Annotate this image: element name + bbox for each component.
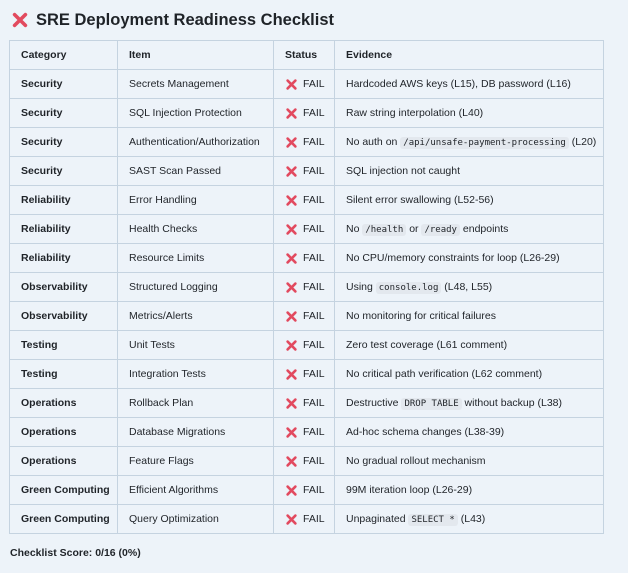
evidence-text: (L43) xyxy=(457,513,486,525)
cell-evidence xyxy=(335,157,604,186)
cross-mark-icon xyxy=(11,11,29,29)
status-badge xyxy=(285,397,334,410)
status-label: FAIL xyxy=(303,397,325,409)
header-category: Category xyxy=(10,41,118,70)
status-label: FAIL xyxy=(303,368,325,380)
cell-status xyxy=(274,128,335,157)
cell-item: Resource Limits xyxy=(118,244,274,273)
cell-evidence xyxy=(335,389,604,418)
table-row xyxy=(10,128,604,157)
header-item: Item xyxy=(118,41,274,70)
cell-evidence xyxy=(335,215,604,244)
title-row xyxy=(11,9,334,31)
cell-category: Security xyxy=(10,128,118,157)
cell-status xyxy=(274,302,335,331)
cell-item: Secrets Management xyxy=(118,70,274,99)
cell-evidence xyxy=(335,331,604,360)
cell-status xyxy=(274,244,335,273)
status-label: FAIL xyxy=(303,455,325,467)
status-badge xyxy=(285,281,334,294)
cell-status xyxy=(274,505,335,534)
cell-item: Integration Tests xyxy=(118,360,274,389)
status-badge xyxy=(285,455,334,468)
code-snippet: SELECT * xyxy=(408,514,457,526)
evidence-text: without backup (L38) xyxy=(461,397,563,409)
status-badge xyxy=(285,513,334,526)
cell-item: Authentication/Authorization xyxy=(118,128,274,157)
code-snippet: /ready xyxy=(421,224,460,236)
table-row xyxy=(10,244,604,273)
evidence-text: 99M iteration loop (L26-29) xyxy=(346,484,473,496)
cell-status xyxy=(274,70,335,99)
evidence-text: SQL injection not caught xyxy=(346,165,461,177)
cell-evidence xyxy=(335,505,604,534)
status-label: FAIL xyxy=(303,281,325,293)
evidence-text: (L48, L55) xyxy=(441,281,493,293)
checklist-table xyxy=(9,40,604,534)
cross-mark-icon xyxy=(285,252,298,265)
cell-item: Metrics/Alerts xyxy=(118,302,274,331)
status-label: FAIL xyxy=(303,484,325,496)
cell-category: Reliability xyxy=(10,244,118,273)
table-row xyxy=(10,157,604,186)
cell-status xyxy=(274,99,335,128)
table-row xyxy=(10,302,604,331)
evidence-text: Silent error swallowing (L52-56) xyxy=(346,194,494,206)
status-label: FAIL xyxy=(303,136,325,148)
status-badge xyxy=(285,107,334,120)
cell-status xyxy=(274,418,335,447)
table-row xyxy=(10,505,604,534)
cell-category: Operations xyxy=(10,447,118,476)
evidence-text: Raw string interpolation (L40) xyxy=(346,107,484,119)
status-label: FAIL xyxy=(303,107,325,119)
cell-status xyxy=(274,215,335,244)
evidence-text: No xyxy=(346,223,363,235)
cross-mark-icon xyxy=(285,78,298,91)
status-label: FAIL xyxy=(303,339,325,351)
cross-mark-icon xyxy=(285,426,298,439)
evidence-text: Ad-hoc schema changes (L38-39) xyxy=(346,426,505,438)
checklist-score: Checklist Score: 0/16 (0%) xyxy=(10,547,141,559)
cell-category: Security xyxy=(10,157,118,186)
table-row xyxy=(10,476,604,505)
table-row xyxy=(10,331,604,360)
evidence-text: Destructive xyxy=(346,397,402,409)
cell-status xyxy=(274,186,335,215)
table-row xyxy=(10,99,604,128)
cell-evidence xyxy=(335,99,604,128)
table-row xyxy=(10,70,604,99)
cell-category: Operations xyxy=(10,389,118,418)
cross-mark-icon xyxy=(285,455,298,468)
cell-category: Testing xyxy=(10,331,118,360)
status-label: FAIL xyxy=(303,223,325,235)
table-row xyxy=(10,447,604,476)
cross-mark-icon xyxy=(285,484,298,497)
status-badge xyxy=(285,339,334,352)
cell-category: Reliability xyxy=(10,215,118,244)
evidence-text: No gradual rollout mechanism xyxy=(346,455,486,467)
cell-item: Error Handling xyxy=(118,186,274,215)
cell-item: Rollback Plan xyxy=(118,389,274,418)
cell-evidence xyxy=(335,360,604,389)
cross-mark-icon xyxy=(285,513,298,526)
header-evidence: Evidence xyxy=(335,41,604,70)
page-title: SRE Deployment Readiness Checklist xyxy=(36,10,335,29)
cell-evidence xyxy=(335,302,604,331)
code-snippet: /health xyxy=(362,224,406,236)
cross-mark-icon xyxy=(285,368,298,381)
status-label: FAIL xyxy=(303,78,325,90)
cell-item: Feature Flags xyxy=(118,447,274,476)
evidence-text: No critical path verification (L62 comment) xyxy=(346,368,543,380)
cross-mark-icon xyxy=(285,339,298,352)
table-row xyxy=(10,360,604,389)
status-badge xyxy=(285,310,334,323)
status-badge xyxy=(285,484,334,497)
cell-evidence xyxy=(335,244,604,273)
evidence-text: Zero test coverage (L61 comment) xyxy=(346,339,508,351)
evidence-text: or xyxy=(406,223,422,235)
cell-status xyxy=(274,476,335,505)
cross-mark-icon xyxy=(285,107,298,120)
code-snippet: /api/unsafe-payment-processing xyxy=(400,137,569,149)
cell-evidence xyxy=(335,70,604,99)
table-header-row xyxy=(10,41,604,70)
cell-category: Observability xyxy=(10,302,118,331)
cell-category: Green Computing xyxy=(10,476,118,505)
code-snippet: DROP TABLE xyxy=(401,398,461,410)
cell-category: Security xyxy=(10,99,118,128)
cell-category: Operations xyxy=(10,418,118,447)
status-badge xyxy=(285,223,334,236)
cross-mark-icon xyxy=(285,223,298,236)
cell-evidence xyxy=(335,476,604,505)
cell-category: Testing xyxy=(10,360,118,389)
status-label: FAIL xyxy=(303,252,325,264)
cell-category: Green Computing xyxy=(10,505,118,534)
cell-status xyxy=(274,157,335,186)
cell-item: Database Migrations xyxy=(118,418,274,447)
status-label: FAIL xyxy=(303,426,325,438)
cross-mark-icon xyxy=(285,136,298,149)
cross-mark-icon xyxy=(285,165,298,178)
cross-mark-icon xyxy=(285,397,298,410)
cell-status xyxy=(274,389,335,418)
status-badge xyxy=(285,136,334,149)
status-badge xyxy=(285,368,334,381)
table-row xyxy=(10,273,604,302)
cell-item: SAST Scan Passed xyxy=(118,157,274,186)
status-label: FAIL xyxy=(303,165,325,177)
table-row xyxy=(10,215,604,244)
evidence-text: No auth on xyxy=(346,136,401,148)
evidence-text: No monitoring for critical failures xyxy=(346,310,496,322)
cross-mark-icon xyxy=(285,281,298,294)
cell-evidence xyxy=(335,447,604,476)
evidence-text: (L20) xyxy=(568,136,597,148)
cross-mark-icon xyxy=(285,194,298,207)
cross-mark-icon xyxy=(285,310,298,323)
cell-category: Security xyxy=(10,70,118,99)
status-label: FAIL xyxy=(303,513,325,525)
cell-item: Efficient Algorithms xyxy=(118,476,274,505)
cell-evidence xyxy=(335,273,604,302)
table-row xyxy=(10,389,604,418)
cell-item: SQL Injection Protection xyxy=(118,99,274,128)
status-badge xyxy=(285,252,334,265)
status-badge xyxy=(285,426,334,439)
status-label: FAIL xyxy=(303,310,325,322)
cell-category: Reliability xyxy=(10,186,118,215)
evidence-text: Using xyxy=(346,281,376,293)
header-status: Status xyxy=(274,41,335,70)
table-row xyxy=(10,418,604,447)
cell-status xyxy=(274,331,335,360)
cell-evidence xyxy=(335,128,604,157)
cell-item: Unit Tests xyxy=(118,331,274,360)
cell-item: Structured Logging xyxy=(118,273,274,302)
cell-status xyxy=(274,447,335,476)
table-row xyxy=(10,186,604,215)
code-snippet: console.log xyxy=(376,282,442,294)
evidence-text: Hardcoded AWS keys (L15), DB password (L16) xyxy=(346,78,571,90)
cell-status xyxy=(274,273,335,302)
status-badge xyxy=(285,194,334,207)
cell-evidence xyxy=(335,418,604,447)
evidence-text: Unpaginated xyxy=(346,513,409,525)
cell-category: Observability xyxy=(10,273,118,302)
cell-evidence xyxy=(335,186,604,215)
status-badge xyxy=(285,78,334,91)
status-label: FAIL xyxy=(303,194,325,206)
cell-item: Health Checks xyxy=(118,215,274,244)
evidence-text: endpoints xyxy=(459,223,509,235)
status-badge xyxy=(285,165,334,178)
cell-status xyxy=(274,360,335,389)
cell-item: Query Optimization xyxy=(118,505,274,534)
evidence-text: No CPU/memory constraints for loop (L26-29) xyxy=(346,252,560,264)
